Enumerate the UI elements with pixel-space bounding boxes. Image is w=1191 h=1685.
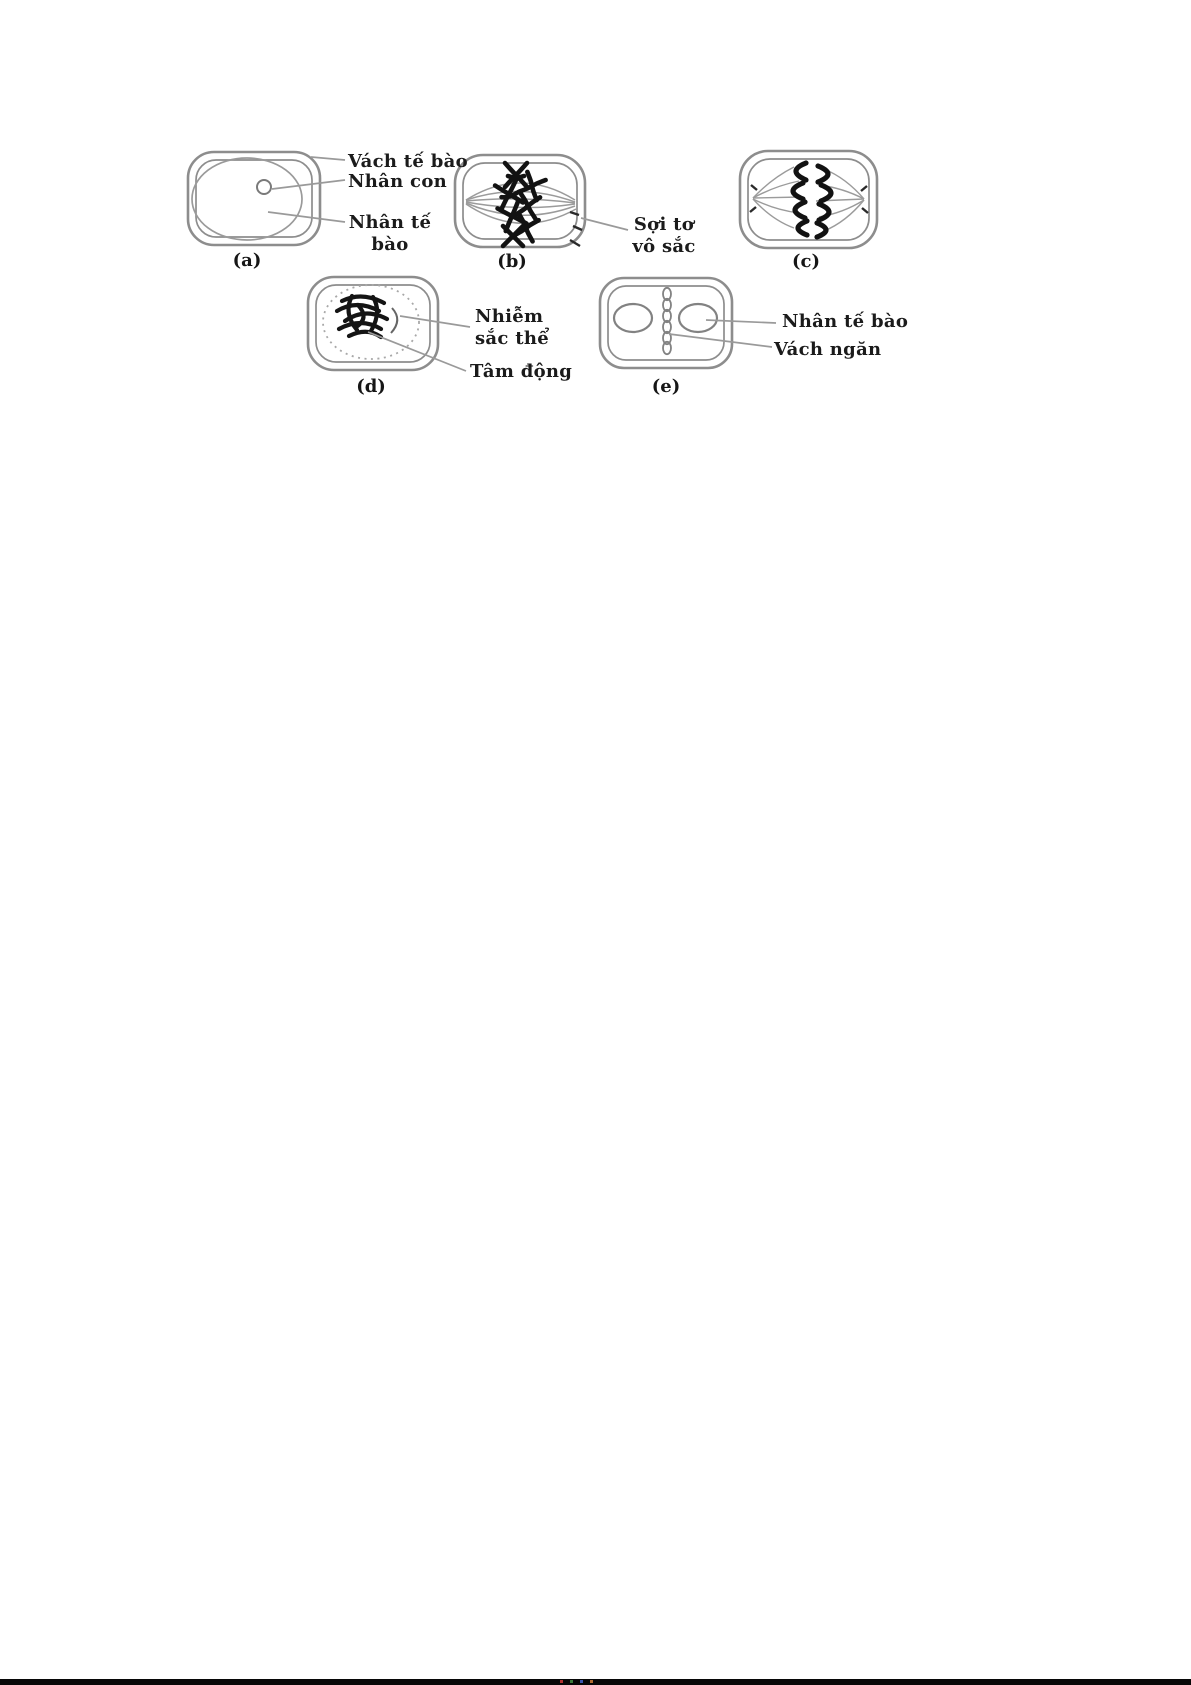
cell-e-drawing — [600, 278, 776, 368]
mitosis-diagram — [0, 0, 1191, 430]
label-nucleus-line1: Nhân tế — [348, 212, 432, 233]
scan-speck — [560, 1680, 563, 1683]
cell-b-chromosomes — [495, 163, 545, 246]
cell-b-leader-line — [581, 218, 628, 230]
caption-cell-d: (d) — [356, 376, 386, 397]
scan-speck — [590, 1680, 593, 1683]
cell-c-drawing — [740, 151, 877, 248]
cell-a-drawing — [188, 152, 345, 245]
cell-d-drawing — [308, 277, 470, 371]
label-daughter-nucleus: Nhân tế bào — [782, 311, 909, 332]
caption-cell-a: (a) — [232, 250, 262, 271]
cell-c-chromosomes — [793, 163, 831, 237]
label-spindle-line1: Sợi tơ — [633, 214, 695, 235]
label-nucleolus: Nhân con — [348, 171, 448, 192]
cell-a-nucleus — [192, 158, 302, 240]
caption-cell-e: (e) — [651, 376, 681, 397]
scan-speck — [580, 1680, 583, 1683]
label-centromere: Tâm động — [470, 361, 573, 382]
label-cell-wall: Vách tế bào — [348, 151, 468, 172]
cell-d-chromosome-tangle — [337, 296, 387, 337]
label-spindle-fibers — [628, 214, 700, 258]
cell-d-centromere-arc — [391, 308, 397, 333]
scan-edge-bar — [0, 1679, 1191, 1685]
cell-e-leader-lines — [669, 320, 776, 347]
cell-a-nucleolus — [257, 180, 271, 194]
caption-cell-c: (c) — [792, 251, 820, 272]
cell-e-inner-wall — [608, 286, 724, 360]
label-partition: Vách ngăn — [774, 339, 882, 360]
cell-a-outer-wall — [188, 152, 320, 245]
label-nucleus-line2: bào — [371, 234, 409, 255]
label-nucleus — [346, 212, 434, 256]
label-spindle-line2: vô sắc — [632, 236, 696, 257]
caption-cell-b: (b) — [497, 251, 527, 272]
scan-speck — [570, 1680, 573, 1683]
cell-e-left-nucleus — [614, 304, 652, 332]
label-chromosome-line1: Nhiễm — [475, 306, 544, 327]
cell-a-inner-wall — [196, 160, 312, 237]
cell-e-partition-beads — [663, 288, 671, 354]
cell-b-drawing — [455, 155, 628, 247]
label-chromosome-line2: sắc thể — [475, 328, 549, 349]
cell-e-right-nucleus — [679, 304, 717, 332]
label-chromosome — [475, 306, 549, 350]
